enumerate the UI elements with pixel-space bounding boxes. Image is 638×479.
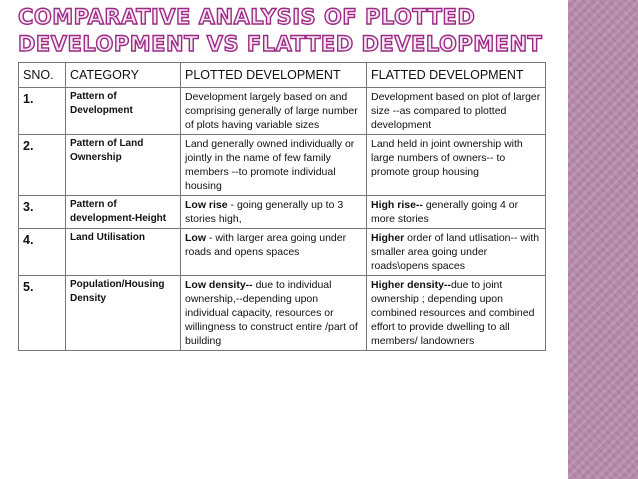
row-plotted xyxy=(181,196,367,229)
slide-title-line-2: DEVELOPMENT VS FLATTED DEVELOPMENT xyxy=(18,32,543,56)
table-row xyxy=(19,88,546,135)
row-plotted-text: Land generally owned individually or jointly in the name of few family members --to promote individual housing xyxy=(185,138,355,192)
row-sno: 2. xyxy=(19,135,66,196)
header-sno: SNO. xyxy=(19,63,66,88)
row-plotted xyxy=(181,88,367,135)
row-plotted-text: - going generally up to 3 stories high, xyxy=(185,199,344,225)
row-flatted xyxy=(367,196,546,229)
row-plotted-emphasis: Low rise xyxy=(185,199,228,211)
row-plotted-emphasis: Low xyxy=(185,232,206,244)
row-flatted-emphasis: Higher density-- xyxy=(371,279,451,291)
table-row xyxy=(19,229,546,276)
row-flatted-emphasis: Higher xyxy=(371,232,405,244)
row-flatted-text: due to joint ownership ; depending upon combined resources and combined effort to provide dwelling to all members/ landowners xyxy=(371,279,535,347)
row-plotted xyxy=(181,229,367,276)
row-flatted xyxy=(367,229,546,276)
header-plotted: PLOTTED DEVELOPMENT xyxy=(181,63,367,88)
row-flatted-text: generally going 4 or more stories xyxy=(371,199,519,225)
row-category: Land Utilisation xyxy=(66,229,181,276)
row-category: Population/Housing Density xyxy=(66,276,181,351)
comparison-table xyxy=(18,62,546,351)
row-category: Pattern of development-Height xyxy=(66,196,181,229)
row-category: Pattern of Land Ownership xyxy=(66,135,181,196)
table-row xyxy=(19,135,546,196)
row-sno: 4. xyxy=(19,229,66,276)
row-plotted-text: Development largely based on and comprising generally of large number of plots having variable sizes xyxy=(185,91,358,131)
row-category: Pattern of Development xyxy=(66,88,181,135)
row-flatted xyxy=(367,88,546,135)
row-plotted xyxy=(181,276,367,351)
decorative-sidebar xyxy=(568,0,638,479)
header-category: CATEGORY xyxy=(66,63,181,88)
slide-title-line-1: COMPARATIVE ANALYSIS OF PLOTTED xyxy=(18,5,476,29)
row-flatted-text: Development based on plot of larger size --as compared to plotted development xyxy=(371,91,541,131)
row-flatted-emphasis: High rise-- xyxy=(371,199,423,211)
row-flatted-text: order of land utlisation-- with smaller area going under roads\opens spaces xyxy=(371,232,540,272)
row-plotted-text: due to individual ownership,--depending upon individual capacity, resources or willingness to construct entire /part of building xyxy=(185,279,358,347)
table-header-row xyxy=(19,63,546,88)
slide-title xyxy=(18,4,558,58)
row-plotted-text: - with larger area going under roads and opens spaces xyxy=(185,232,347,258)
row-sno: 3. xyxy=(19,196,66,229)
row-sno: 5. xyxy=(19,276,66,351)
row-flatted xyxy=(367,276,546,351)
row-plotted-emphasis: Low density-- xyxy=(185,279,253,291)
row-flatted-text: Land held in joint ownership with large numbers of owners-- to promote group housing xyxy=(371,138,523,178)
table-row xyxy=(19,196,546,229)
row-sno: 1. xyxy=(19,88,66,135)
header-flatted: FLATTED DEVELOPMENT xyxy=(367,63,546,88)
table-row xyxy=(19,276,546,351)
row-plotted xyxy=(181,135,367,196)
row-flatted xyxy=(367,135,546,196)
